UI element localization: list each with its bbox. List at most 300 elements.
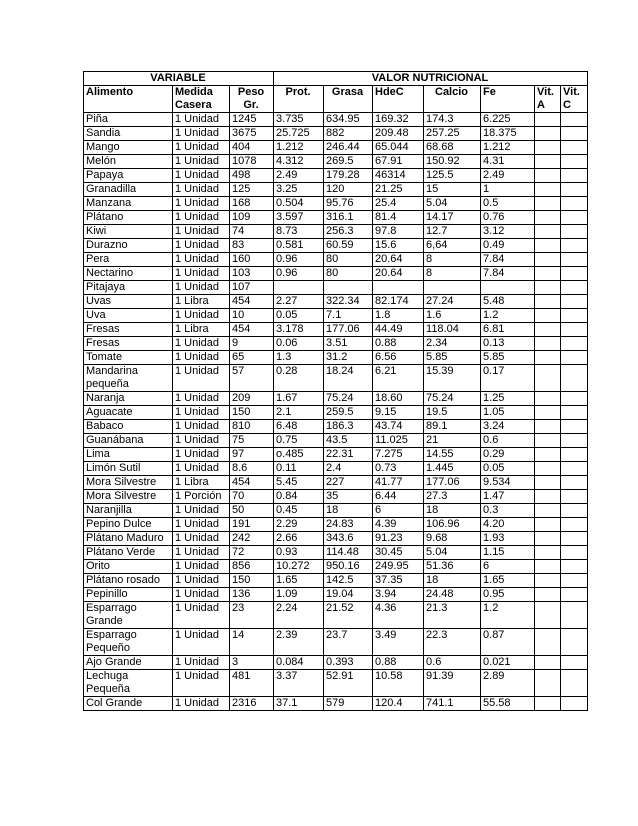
- cell-fe: 0.29: [481, 448, 535, 462]
- cell-calcio: 91.39: [424, 670, 481, 697]
- cell-calcio: 24.48: [424, 588, 481, 602]
- cell-alimento: Melón: [84, 155, 173, 169]
- cell-alimento: Plátano Maduro: [84, 532, 173, 546]
- cell-hdec: 15.6: [373, 239, 424, 253]
- cell-alimento: Pepino Dulce: [84, 518, 173, 532]
- cell-calcio: 5.85: [424, 351, 481, 365]
- cell-medida-casera: 1 Unidad: [173, 420, 230, 434]
- cell-medida-casera: 1 Libra: [173, 476, 230, 490]
- cell-grasa: 18: [324, 504, 373, 518]
- cell-hdec: 43.74: [373, 420, 424, 434]
- cell-prot: 0.05: [274, 309, 324, 323]
- cell-peso: 856: [230, 560, 274, 574]
- cell-fe: 6: [481, 560, 535, 574]
- cell-vit-c: [561, 323, 588, 337]
- cell-vit-c: [561, 197, 588, 211]
- cell-fe: 1.212: [481, 141, 535, 155]
- table-row: [84, 239, 588, 253]
- cell-hdec: 41.77: [373, 476, 424, 490]
- cell-calcio: 8: [424, 267, 481, 281]
- cell-prot: 0.11: [274, 462, 324, 476]
- cell-medida-casera: 1 Unidad: [173, 155, 230, 169]
- cell-peso: 109: [230, 211, 274, 225]
- cell-calcio: 0.6: [424, 656, 481, 670]
- cell-hdec: 91.23: [373, 532, 424, 546]
- cell-prot: 0.93: [274, 546, 324, 560]
- cell-vit-c: [561, 574, 588, 588]
- col-header-calcio: Calcio: [424, 86, 481, 113]
- cell-prot: 1.65: [274, 574, 324, 588]
- table-row: [84, 197, 588, 211]
- cell-grasa: 316.1: [324, 211, 373, 225]
- cell-hdec: 10.58: [373, 670, 424, 697]
- cell-grasa: 227: [324, 476, 373, 490]
- cell-peso: 191: [230, 518, 274, 532]
- cell-vit-a: [535, 490, 561, 504]
- cell-fe: 9.534: [481, 476, 535, 490]
- cell-calcio: 106.96: [424, 518, 481, 532]
- cell-prot: 2.1: [274, 406, 324, 420]
- cell-peso: 57: [230, 365, 274, 392]
- cell-peso: 242: [230, 532, 274, 546]
- cell-medida-casera: 1 Unidad: [173, 504, 230, 518]
- cell-vit-c: [561, 629, 588, 656]
- cell-peso: 136: [230, 588, 274, 602]
- cell-prot: 0.45: [274, 504, 324, 518]
- cell-medida-casera: 1 Unidad: [173, 406, 230, 420]
- table-row: [84, 656, 588, 670]
- cell-alimento: Fresas: [84, 323, 173, 337]
- cell-vit-a: [535, 588, 561, 602]
- cell-fe: 1.2: [481, 602, 535, 629]
- cell-vit-c: [561, 406, 588, 420]
- cell-hdec: 120.4: [373, 697, 424, 711]
- cell-fe: 0.13: [481, 337, 535, 351]
- table-row: [84, 462, 588, 476]
- cell-fe: 2.49: [481, 169, 535, 183]
- header-group-row: [84, 72, 588, 86]
- table-header: [84, 72, 588, 113]
- cell-grasa: [324, 281, 373, 295]
- cell-prot: 3.597: [274, 211, 324, 225]
- cell-calcio: 174.3: [424, 113, 481, 127]
- col-header-medida-casera: Medida Casera: [173, 86, 230, 113]
- cell-calcio: 27.24: [424, 295, 481, 309]
- cell-vit-c: [561, 532, 588, 546]
- cell-calcio: 19.5: [424, 406, 481, 420]
- cell-medida-casera: 1 Libra: [173, 295, 230, 309]
- cell-peso: 125: [230, 183, 274, 197]
- cell-alimento: Mandarina pequeña: [84, 365, 173, 392]
- cell-vit-c: [561, 309, 588, 323]
- cell-vit-c: [561, 211, 588, 225]
- cell-medida-casera: 1 Unidad: [173, 337, 230, 351]
- cell-vit-a: [535, 309, 561, 323]
- cell-peso: 97: [230, 448, 274, 462]
- cell-hdec: 169.32: [373, 113, 424, 127]
- cell-medida-casera: 1 Unidad: [173, 141, 230, 155]
- cell-alimento: Mora Silvestre: [84, 490, 173, 504]
- cell-fe: 0.17: [481, 365, 535, 392]
- cell-prot: 6.48: [274, 420, 324, 434]
- cell-medida-casera: 1 Unidad: [173, 309, 230, 323]
- cell-vit-c: [561, 518, 588, 532]
- cell-hdec: 9.15: [373, 406, 424, 420]
- cell-hdec: 7.275: [373, 448, 424, 462]
- cell-vit-a: [535, 462, 561, 476]
- cell-medida-casera: 1 Unidad: [173, 656, 230, 670]
- cell-calcio: 6,64: [424, 239, 481, 253]
- cell-hdec: 65.044: [373, 141, 424, 155]
- cell-alimento: Sandia: [84, 127, 173, 141]
- cell-fe: 1.65: [481, 574, 535, 588]
- cell-alimento: Esparrago Grande: [84, 602, 173, 629]
- cell-peso: 454: [230, 295, 274, 309]
- cell-vit-c: [561, 183, 588, 197]
- cell-vit-a: [535, 197, 561, 211]
- col-header-prot: Prot.: [274, 86, 324, 113]
- cell-prot: [274, 281, 324, 295]
- cell-vit-c: [561, 365, 588, 392]
- cell-grasa: 186.3: [324, 420, 373, 434]
- cell-vit-a: [535, 574, 561, 588]
- cell-fe: [481, 281, 535, 295]
- cell-vit-c: [561, 434, 588, 448]
- cell-alimento: Uva: [84, 309, 173, 323]
- cell-alimento: Orito: [84, 560, 173, 574]
- cell-peso: 14: [230, 629, 274, 656]
- cell-vit-a: [535, 183, 561, 197]
- cell-peso: 481: [230, 670, 274, 697]
- cell-grasa: 882: [324, 127, 373, 141]
- cell-hdec: 4.36: [373, 602, 424, 629]
- cell-fe: 0.49: [481, 239, 535, 253]
- cell-vit-a: [535, 629, 561, 656]
- nutrition-table: [83, 71, 588, 711]
- cell-grasa: 24.83: [324, 518, 373, 532]
- cell-alimento: Pitajaya: [84, 281, 173, 295]
- cell-prot: 3.25: [274, 183, 324, 197]
- table-row: [84, 183, 588, 197]
- cell-fe: 3.24: [481, 420, 535, 434]
- cell-prot: 3.37: [274, 670, 324, 697]
- cell-grasa: 259.5: [324, 406, 373, 420]
- cell-grasa: 579: [324, 697, 373, 711]
- cell-hdec: 1.8: [373, 309, 424, 323]
- cell-fe: 0.3: [481, 504, 535, 518]
- cell-alimento: Papaya: [84, 169, 173, 183]
- cell-peso: 65: [230, 351, 274, 365]
- col-header-fe: Fe: [481, 86, 535, 113]
- cell-fe: 55.58: [481, 697, 535, 711]
- cell-calcio: 18: [424, 574, 481, 588]
- cell-calcio: 68.68: [424, 141, 481, 155]
- cell-prot: 3.178: [274, 323, 324, 337]
- cell-calcio: 2.34: [424, 337, 481, 351]
- cell-grasa: 22.31: [324, 448, 373, 462]
- cell-hdec: 20.64: [373, 267, 424, 281]
- cell-peso: 1245: [230, 113, 274, 127]
- cell-vit-c: [561, 602, 588, 629]
- cell-calcio: 89.1: [424, 420, 481, 434]
- cell-alimento: Col Grande: [84, 697, 173, 711]
- cell-hdec: 4.39: [373, 518, 424, 532]
- table-row: [84, 546, 588, 560]
- cell-prot: 1.3: [274, 351, 324, 365]
- cell-vit-a: [535, 504, 561, 518]
- cell-calcio: 741.1: [424, 697, 481, 711]
- table-row: [84, 295, 588, 309]
- cell-hdec: 82.174: [373, 295, 424, 309]
- cell-medida-casera: 1 Unidad: [173, 560, 230, 574]
- cell-vit-c: [561, 295, 588, 309]
- cell-fe: 4.20: [481, 518, 535, 532]
- cell-medida-casera: 1 Unidad: [173, 629, 230, 656]
- table-row: [84, 155, 588, 169]
- cell-vit-a: [535, 448, 561, 462]
- cell-hdec: 3.94: [373, 588, 424, 602]
- cell-alimento: Fresas: [84, 337, 173, 351]
- cell-alimento: Nectarino: [84, 267, 173, 281]
- cell-vit-c: [561, 113, 588, 127]
- cell-grasa: 256.3: [324, 225, 373, 239]
- cell-grasa: 114.48: [324, 546, 373, 560]
- cell-prot: 0.84: [274, 490, 324, 504]
- table-row: [84, 560, 588, 574]
- cell-medida-casera: 1 Unidad: [173, 532, 230, 546]
- cell-prot: 1.212: [274, 141, 324, 155]
- cell-vit-c: [561, 267, 588, 281]
- cell-peso: 2316: [230, 697, 274, 711]
- table-row: [84, 448, 588, 462]
- cell-fe: 1.05: [481, 406, 535, 420]
- cell-medida-casera: 1 Unidad: [173, 518, 230, 532]
- cell-vit-a: [535, 546, 561, 560]
- cell-vit-c: [561, 490, 588, 504]
- cell-prot: 10.272: [274, 560, 324, 574]
- cell-vit-c: [561, 697, 588, 711]
- cell-grasa: 269.5: [324, 155, 373, 169]
- cell-grasa: 80: [324, 253, 373, 267]
- cell-vit-a: [535, 169, 561, 183]
- cell-peso: 75: [230, 434, 274, 448]
- cell-medida-casera: 1 Unidad: [173, 351, 230, 365]
- cell-calcio: 12.7: [424, 225, 481, 239]
- cell-medida-casera: 1 Libra: [173, 323, 230, 337]
- table-row: [84, 697, 588, 711]
- col-header-grasa: Grasa: [324, 86, 373, 113]
- cell-vit-a: [535, 697, 561, 711]
- table-row: [84, 670, 588, 697]
- table-row: [84, 113, 588, 127]
- col-header-vit-c: Vit. C: [561, 86, 588, 113]
- cell-hdec: 0.73: [373, 462, 424, 476]
- cell-peso: 107: [230, 281, 274, 295]
- cell-medida-casera: 1 Unidad: [173, 183, 230, 197]
- cell-vit-c: [561, 169, 588, 183]
- cell-prot: 3.735: [274, 113, 324, 127]
- cell-prot: 0.504: [274, 197, 324, 211]
- cell-vit-c: [561, 392, 588, 406]
- table-row: [84, 323, 588, 337]
- cell-prot: 1.67: [274, 392, 324, 406]
- cell-vit-a: [535, 323, 561, 337]
- cell-medida-casera: 1 Unidad: [173, 197, 230, 211]
- table-row: [84, 169, 588, 183]
- table-row: [84, 490, 588, 504]
- cell-vit-a: [535, 141, 561, 155]
- cell-grasa: 0.393: [324, 656, 373, 670]
- cell-vit-a: [535, 253, 561, 267]
- table-row: [84, 225, 588, 239]
- cell-alimento: Lima: [84, 448, 173, 462]
- cell-grasa: 634.95: [324, 113, 373, 127]
- cell-vit-c: [561, 504, 588, 518]
- cell-peso: 23: [230, 602, 274, 629]
- cell-peso: 404: [230, 141, 274, 155]
- cell-prot: 2.66: [274, 532, 324, 546]
- cell-grasa: 3.51: [324, 337, 373, 351]
- cell-vit-a: [535, 211, 561, 225]
- table-row: [84, 532, 588, 546]
- cell-vit-c: [561, 351, 588, 365]
- cell-alimento: Uvas: [84, 295, 173, 309]
- cell-grasa: 80: [324, 267, 373, 281]
- cell-medida-casera: 1 Unidad: [173, 434, 230, 448]
- cell-grasa: 950.16: [324, 560, 373, 574]
- cell-fe: 0.021: [481, 656, 535, 670]
- cell-vit-c: [561, 670, 588, 697]
- cell-fe: 1.93: [481, 532, 535, 546]
- cell-vit-c: [561, 253, 588, 267]
- cell-fe: 6.225: [481, 113, 535, 127]
- cell-grasa: 246.44: [324, 141, 373, 155]
- cell-vit-a: [535, 155, 561, 169]
- group-header-variable: VARIABLE: [84, 72, 274, 86]
- cell-calcio: 1.6: [424, 309, 481, 323]
- cell-hdec: 6.44: [373, 490, 424, 504]
- cell-fe: 1.15: [481, 546, 535, 560]
- cell-peso: 498: [230, 169, 274, 183]
- table-row: [84, 629, 588, 656]
- table-row: [84, 476, 588, 490]
- cell-vit-c: [561, 462, 588, 476]
- cell-alimento: Lechuga Pequeña: [84, 670, 173, 697]
- cell-calcio: 21.3: [424, 602, 481, 629]
- cell-calcio: 150.92: [424, 155, 481, 169]
- cell-prot: 0.96: [274, 253, 324, 267]
- cell-calcio: 14.17: [424, 211, 481, 225]
- cell-peso: 160: [230, 253, 274, 267]
- cell-calcio: 75.24: [424, 392, 481, 406]
- cell-grasa: 18.24: [324, 365, 373, 392]
- cell-medida-casera: 1 Unidad: [173, 462, 230, 476]
- table-row: [84, 574, 588, 588]
- cell-grasa: 2.4: [324, 462, 373, 476]
- cell-calcio: 118.04: [424, 323, 481, 337]
- table-row: [84, 351, 588, 365]
- cell-grasa: 142.5: [324, 574, 373, 588]
- cell-vit-a: [535, 113, 561, 127]
- cell-vit-a: [535, 670, 561, 697]
- cell-peso: 168: [230, 197, 274, 211]
- cell-vit-a: [535, 476, 561, 490]
- cell-alimento: Piña: [84, 113, 173, 127]
- cell-medida-casera: 1 Unidad: [173, 670, 230, 697]
- cell-alimento: Tomate: [84, 351, 173, 365]
- cell-vit-a: [535, 602, 561, 629]
- cell-calcio: [424, 281, 481, 295]
- cell-vit-a: [535, 560, 561, 574]
- cell-hdec: 11.025: [373, 434, 424, 448]
- cell-fe: 0.6: [481, 434, 535, 448]
- cell-calcio: 22.3: [424, 629, 481, 656]
- cell-grasa: 23.7: [324, 629, 373, 656]
- cell-medida-casera: 1 Unidad: [173, 602, 230, 629]
- cell-vit-c: [561, 281, 588, 295]
- cell-hdec: 20.64: [373, 253, 424, 267]
- cell-calcio: 8: [424, 253, 481, 267]
- table-row: [84, 337, 588, 351]
- cell-fe: 1: [481, 183, 535, 197]
- cell-medida-casera: 1 Unidad: [173, 127, 230, 141]
- cell-hdec: 0.88: [373, 337, 424, 351]
- cell-fe: 0.95: [481, 588, 535, 602]
- cell-calcio: 9.68: [424, 532, 481, 546]
- cell-vit-a: [535, 281, 561, 295]
- cell-medida-casera: 1 Unidad: [173, 365, 230, 392]
- cell-peso: 103: [230, 267, 274, 281]
- table-row: [84, 267, 588, 281]
- cell-hdec: 249.95: [373, 560, 424, 574]
- cell-medida-casera: 1 Unidad: [173, 697, 230, 711]
- cell-calcio: 15.39: [424, 365, 481, 392]
- cell-hdec: 6.21: [373, 365, 424, 392]
- cell-grasa: 179.28: [324, 169, 373, 183]
- cell-alimento: Manzana: [84, 197, 173, 211]
- cell-hdec: [373, 281, 424, 295]
- cell-medida-casera: 1 Unidad: [173, 546, 230, 560]
- table-row: [84, 253, 588, 267]
- cell-peso: 810: [230, 420, 274, 434]
- cell-medida-casera: 1 Unidad: [173, 392, 230, 406]
- group-header-nutrition: VALOR NUTRICIONAL: [274, 72, 588, 86]
- cell-vit-a: [535, 532, 561, 546]
- cell-alimento: Babaco: [84, 420, 173, 434]
- table-row: [84, 518, 588, 532]
- cell-peso: 70: [230, 490, 274, 504]
- cell-alimento: Plátano: [84, 211, 173, 225]
- cell-calcio: 125.5: [424, 169, 481, 183]
- table-row: [84, 365, 588, 392]
- cell-grasa: 19.04: [324, 588, 373, 602]
- cell-peso: 209: [230, 392, 274, 406]
- cell-alimento: Ajo Grande: [84, 656, 173, 670]
- cell-hdec: 209.48: [373, 127, 424, 141]
- cell-peso: 9: [230, 337, 274, 351]
- cell-alimento: Kiwi: [84, 225, 173, 239]
- cell-peso: 454: [230, 476, 274, 490]
- cell-peso: 1078: [230, 155, 274, 169]
- cell-fe: 2.89: [481, 670, 535, 697]
- cell-vit-a: [535, 351, 561, 365]
- cell-fe: 1.47: [481, 490, 535, 504]
- cell-vit-c: [561, 588, 588, 602]
- cell-grasa: 343.6: [324, 532, 373, 546]
- cell-alimento: Plátano Verde: [84, 546, 173, 560]
- cell-vit-a: [535, 420, 561, 434]
- table-row: [84, 281, 588, 295]
